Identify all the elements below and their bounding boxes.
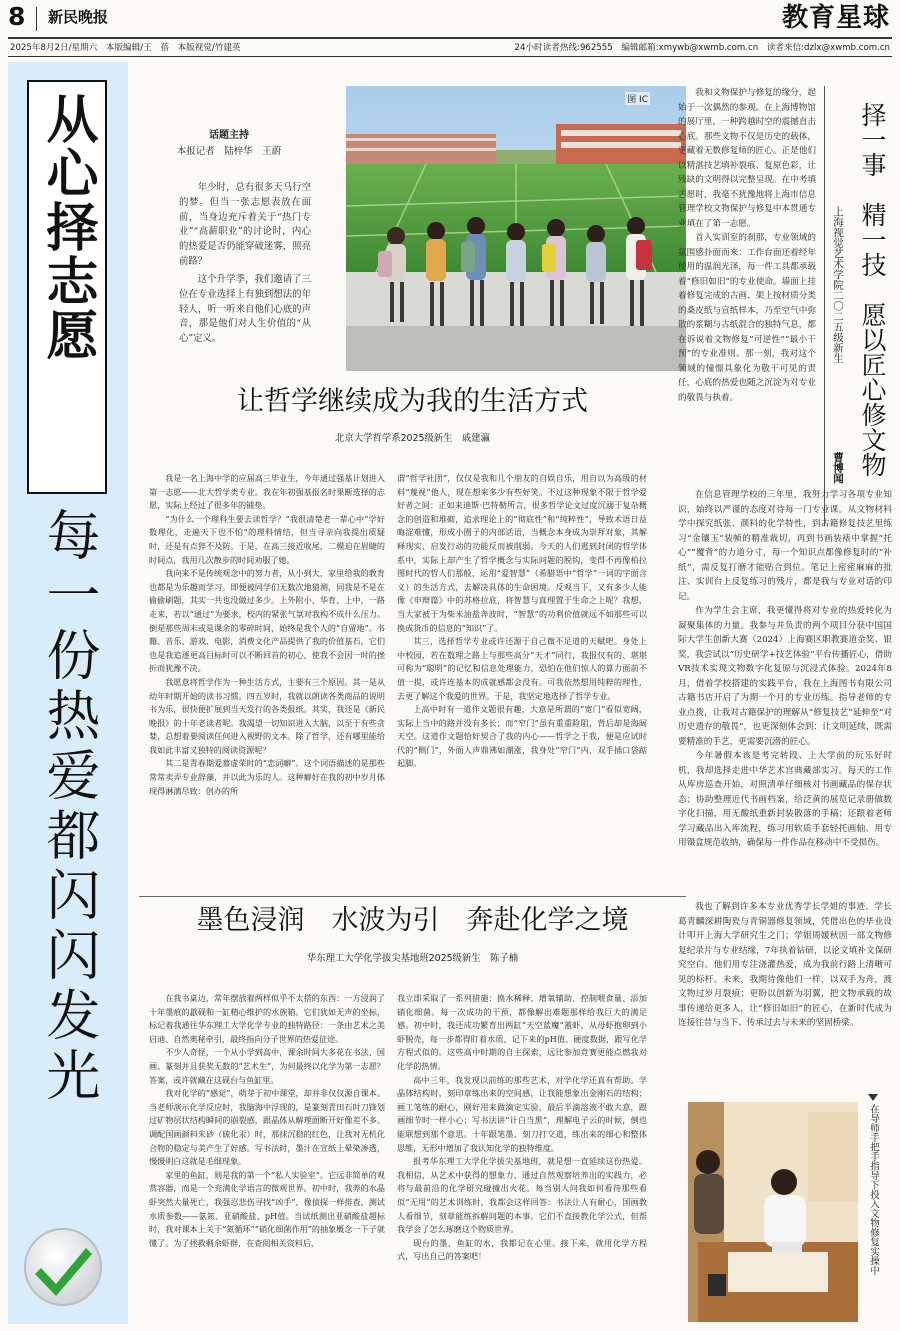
article3-column-bottom bbox=[678, 488, 892, 896]
banner-title: 从心择志愿 bbox=[37, 92, 97, 362]
article3-para: 今年暑假本该是考完转段、上大学前的玩乐好时机，我却选择走进中华艺术宫典藏部实习。每天的工作从库房巡查开始，对照清单仔细核对书画藏品的保存状态；协助整理近代书画档案，给泛黄的展览记录册做数字化扫描，用无酸纸重新封装散落的手稿；还跟着老师学习藏品出入库流程，练习用软质手套轻托画轴、用专用镊盒规范收纳，确保每一件作品在移动中不受损伤。 bbox=[678, 751, 892, 848]
header-rule-top bbox=[8, 37, 892, 39]
article3-para: 首入实训室的刹那，专业领域的氛围感扑面而来：工作台面还着经年使用的温润光泽，每一件工具都承载着“修旧如旧”的专业使命。墙面上挂着修复完成的古画、架上按材质分类的桑皮纸与宣纸样本，乃至空气中弥散的浆糊与古纸混合的独特气息，都在诉说着文物修复“可逆性”“最小干预”的专业准则。那一刻，我对这个领域的憧憬具象化为敬干可见的责任，心底的热爱也随之沉淀为对专业的敬畏与执着。 bbox=[678, 233, 816, 403]
article1-col2-para: 上高中时有一道作文题很有趣，大意是所谓的“宽门”看似宽阔，实际上当中的路并没有多长；而“窄门”虽有重重险阻，背后却是海阔天空。这道作文题恰好契合了我的内心——哲学之于我，便是应试时代的“侧门”，外面人声鼎沸如潮涨，我身处“窄门”内，双手插口袋踮起脚。 bbox=[397, 704, 647, 769]
host-names: 本报记者 陆梓华 王蔚 bbox=[176, 146, 282, 157]
article1-col1-para: 我愿意将哲学作为一种生活方式，主要有三个原因。其一是从幼年时期开始的读书习惯。四五岁时，我就以朗读各类商品的说明书为乐，很快便扩展到当天发行的各类报纸。其实，我还是《新民晚报》的十年老读者呢。我渴望一切知识进入大脑，以至于有些贪婪，总想着要阅读任何进入视野的文本。除了哲学，还有哪里能给我如此丰富又独特的阅读资源呢？ bbox=[149, 676, 385, 755]
students-photo-illustration bbox=[346, 86, 686, 371]
article3-byline-name: 曹博闻 bbox=[832, 452, 844, 484]
article1-col1-para: 其二是青春期爱慕虚荣时的“恋词癖”。这个词语描述的是那些常常卖弄专业辞藻，并以此为乐的人。这种癖好在我的初中岁月体现得淋漓尽致：创办的所 bbox=[149, 758, 385, 796]
article1-byline: 北京大学哲学系2025级新生 戚建瀛 bbox=[334, 433, 491, 444]
article2-column-1 bbox=[149, 992, 385, 1324]
paper-name: 新民晚报 bbox=[48, 8, 109, 26]
caption-arrow-icon bbox=[868, 1094, 878, 1101]
article2-col1-para: 不少人奇怪，一个从小学到高中，课余时间大多花在书法、国画、篆刻并且获奖无数的“艺术生”，为何最终以化学为第一志愿？答案，或许就藏在这砚台与鱼缸里。 bbox=[149, 1047, 385, 1085]
intro-para-2: 这个升学季，我们邀请了三位在专业选择上有独到想法的年轻人，听一听来自他们心底的声音，那是他们对人生价值的“从心”定义。 bbox=[179, 274, 311, 345]
article3-column-end bbox=[678, 900, 892, 1092]
article1-col2-para: 谓“哲学社团”，仅仅是我和几个朋友的自娱自乐，用自以为高级的材料“蔑视”他人，现在想来多少有些好笑。不过这种现象不限于哲学爱好者之间：正如来迪斯·巴特勒所言，很多哲学论文过度沉溺于复杂概念的创造和堆砌，追求理论上的“彻底性”和“纯粹性”，导致术语日益晦涩难懂，形成小圈子的内部话语，当概念本身成为崇拜对象，其解释现实、启发行动的功能反而被削弱。今天的人们逃到封闭的哲学体系中，实际上却产生了哲学概念与实际问题的脱钩，变得不再像柏拉图时代的哲人们那般，运用“爱智慧”（希腊语中“哲学”一词的字面含义）的生活方式，去解决具体的生命困境。反观当下，又有多少人能像《申辩篇》中的苏格拉底，将智慧与真理置于生命之上呢？我想，当大家被于为柴米油盐奔波时，“智慧”的功利价值就远不如那些可以换成货币的信息的“知识”了。 bbox=[397, 473, 647, 633]
masthead bbox=[0, 0, 900, 60]
students-photo bbox=[346, 86, 686, 371]
page-number: 8 bbox=[8, 2, 26, 31]
dateline: 2025年8月2日/星期六 本版编辑/王 蓓 本版视觉/竹建英 bbox=[10, 43, 241, 53]
article2-col2-para: 报考华东理工大学化学拔尖基地班，就是想一直延续这份热爱。我相信，从艺术中获得的想象力、通过自然观察培养出的实践力，必将与最前沿的化学研究碰撞出火花。每当别人问我如何看待那些看似“无用”的艺术训练时，我都会这样回答：书法让人有耐心，国画教人看细节，刻章能练拆解问题的本事。它们不直接教化学公式，但帮我学会了怎么琢磨这个物质世界。 bbox=[397, 1156, 647, 1235]
article2-col1-para: 我对化学的“感觉”，萌芽于初中课堂，却并非仅仅源自课本。当老师演示化学反应时，我脑海中浮现的，是篆刻青田石时刀锋划过矿物层状结构瞬间的崩裂感，跟晶体从解理面断开好像差不多。调配国画颜料朱砂（硫化汞）时，那抹沉稳的红色，让我对无机化合物的稳定与美产生了好感。写书法时，墨汁在宣纸上晕染渗透，慢慢明白这就是毛细现象。 bbox=[149, 1088, 385, 1167]
article2-col2-para: 我立即采取了一系列措施：换水稀释、增氧辅助、控制喂食量、添加硝化细菌。每一次成功的干预，都像解出难题那样给我巨大的满足感。初中时，我还成功繁育出两缸“天空蓝魔”蓋虾，从母虾抱卵到小虾脱壳，每一步都得盯着水质，记下来的pH值、硬度数据，跟写化学方程式似的。这些高中时期的自主探索，远比参加竞赛更能点燃我对化学的热情。 bbox=[397, 993, 647, 1071]
article2-column-2 bbox=[397, 992, 647, 1324]
article3-headline-panel bbox=[822, 86, 892, 531]
intro-box bbox=[139, 86, 346, 371]
article3-column-top bbox=[678, 86, 816, 484]
page-number-divider bbox=[36, 7, 37, 31]
article1-column-2 bbox=[397, 472, 647, 894]
article1-col2-para: 其三，选择哲学专业或许还源于自己微不足道的天赋吧。身处上中校园，若在数理之路上与那些高分“天才”同行，我报仅有的、堪堪可称为“聪明”的记忆和信息处理能力，恐怕在他们惊人的算力面前不值一提，或许连基本的成就感都会没有。可我依然想用纯粹的理性，去更了解这个我爱的世界。于是，我坚定地选择了哲学专业。 bbox=[397, 636, 647, 701]
article1-col1-para: “为什么一个理科生要去读哲学？”我很清楚老一辈心中“学好数理化，走遍天下也不怕”的理科情结，但当寻亲向我提出质疑时，还是有点猝不及防。于是，在高三接近收尾，二模迫在眉睫的时间点，我用几次散步的时间劝服了她。 bbox=[149, 513, 385, 565]
article3-headline: 择一事 精一技 愿以匠心修文物 bbox=[858, 102, 887, 477]
checkmark-icon bbox=[22, 1226, 104, 1308]
article2-col2-para: 砚台的墨、鱼缸的水，我都记在心里。接下来，就用化学方程式，写出自己的答案吧！ bbox=[397, 1237, 647, 1262]
photo-credit: 图 IC bbox=[625, 92, 650, 105]
host-label: 话题主持 bbox=[209, 130, 249, 141]
article1-title: 让哲学继续成为我的生活方式 bbox=[237, 386, 588, 417]
banner-slogan: 每一份热爱都闪闪发光 bbox=[38, 507, 101, 1107]
article2-col2-para: 高中三年，我发现以前练的那些艺术，对学化学还真有帮助。学晶体结构时，刻印章练出来的空间感，让我能想象出金刚石的结构；画工笔练的耐心，刚好用来做滴定实验，最后半滴溶液不敢大意，跟画细节时一样小心；写书法讲“计白当黑”，理解电子云的时候，倒也能联想到那个意思。十年跟笔墨、刻刀打交道，练出来的细心和整体思维，无形中增加了我认知化学的独特维度。 bbox=[397, 1074, 647, 1153]
contact-line: 24小时读者热线:962555 编辑邮箱:xmywb@xwmb.com.cn 读者来信:dzlx@xwmb.com.cn bbox=[514, 43, 890, 53]
intro-para-1: 年少时，总有很多天马行空的梦。但当一张志愿表放在面前，当身边充斥着关于“热门专业”“高薪职业”的讨论时，内心的热爱是否仍能穿破迷雾，照亮前路？ bbox=[179, 182, 311, 267]
restoration-photo bbox=[688, 1102, 858, 1322]
article1-column-1 bbox=[149, 472, 385, 894]
article-divider bbox=[139, 896, 686, 897]
left-banner bbox=[8, 62, 128, 1324]
restoration-photo-illustration bbox=[688, 1102, 858, 1322]
article3-para: 在信息管理学校的三年里，我努力学习各项专业知识，始终以严谨的态度对待每一门专业课。从文物材料学中探究纸张、颜料的化学特性，到古籍修复技艺里练习“金镶玉”装帧的精准裁切，再到书画装裱中掌握“托心”“覆背”的力道分寸，每一个知识点都像修复时的“补纸”，需反复打磨才能贴合到位。笔记上密密麻麻的批注、实训台上反复练习的残片，都是我与专业对话的印记。 bbox=[678, 490, 892, 602]
article3-para: 作为学生会主席，我更懂得将对专业的热爱转化为凝聚集体的力量。我参与并负责的两个项目分获中国国际大学生创新大赛（2024）上海赛区职教赛道金奖、银奖，我尝试以“历史研学+技艺体验”平台传播匠心，借助VR技术实现文物数字化复原与沉浸式体验。2024年8月，借着学校搭建的实践平台，我在上海图书有限公司古籍书店开启了为期一个月的专业历练。指导老师的专业点拨，让我对古籍保护的理解从“修复技艺”延伸至“对历史遗存的敬畏”，也更深刻体会到：让文明延续，既需要精准的手艺，更需要沉潜的匠心。 bbox=[678, 606, 892, 747]
article3-byline-school: 上海视觉艺术学院二〇二五级新生 bbox=[832, 206, 844, 364]
article2-byline: 华东理工大学化学拔尖基地班2025级新生 陈子楠 bbox=[306, 953, 519, 964]
article3-para: 我也了解到许多本专业优秀学长学姐的事迹。学长葛青麟深耕陶瓷与青铜器修复领域，凭借出色的毕业设计叩开上海大学研究生之门；学姐周媛秋因一部文物修复纪录片与专业结缘，7年执着钻研，以论文填补文保研究空白。他们用专注浇灌热爱，成为我前行路上清晰可见的标杆。未来，我期待像他们一样，以双手为舟，渡文物过岁月裂痕；更盼以创新为羽翼，把文物承载的故事传递给更多人，让“修旧如旧”的匠心，在新时代成为连接往昔与当下、传承过去与未来的坚固桥梁。 bbox=[678, 902, 892, 1028]
article2-col1-para: 家里的鱼缸，则是我的第一个“私人实验室”。它远非简单的观赏容器，而是一个充满化学语言的微观世界。初中时，我养的水晶虾突然大量死亡，我强忍悲伤寻找“凶手”，像侦探一样排查，测试水质参数——氨氮、亚硝酸盐、pH值。当试纸测出亚硝酸盐超标时，我对课本上关于“氮循环”“硝化细菌作用”的抽象概念一下子就懂了。为了拯救剩余虾群，在查阅相关资料后， bbox=[149, 1169, 385, 1248]
article2-col1-para: 在我书桌边，常年摆放着两样似乎不太搭的东西：一方浸润了十年墨痕的歙砚和一缸精心维护的水族箱。它们犹如无声的坐标，标记着我通往华东理工大学化学专业的独特路径：一条由艺术之美启迪、自然奥秘牵引，最终指向分子世界的热爱征途。 bbox=[149, 993, 385, 1044]
restoration-photo-caption: 在导师手把手指导下投入文物修复实操中 bbox=[868, 1104, 879, 1275]
article3-para: 我和文物保护与修复的缘分，起始于一次偶然的参观。在上海博物馆的展厅里，一种跨越时空的震撼直击心底。那些文物不仅是历史的载体，更藏着无数修复师的匠心。正是他们以精湛技艺填补裂痕、复原色彩，让残缺的文明得以完整呈现。在中考填志愿时，我毫不犹豫地将上海市信息管理学校文物保护与修复中本贯通专业填在了第一志愿。 bbox=[678, 88, 816, 229]
section-title: 教育星球 bbox=[781, 3, 890, 33]
article1-col1-para: 我向来不是传统观念中的努力者，从小到大，家里给我的教育也都是为乐趣而学习。即便被同学们无数次地猜测，同我是不是在偷偷刷题，其实一共也没做过多少。上外附小、华育、上中，一路走来，若以“通过”为要求，校内的紧张气氛对我构不成什么压力。倒是那些周末或是课余的零碎时间，始终是我个人的“自留地”。书籍、音乐、游戏、电影，消费文化产品提供了我的价值基石，它们也是我追逐更高目标时可以不断回首的初心，使我不会因一时的挫折而犹豫不决。 bbox=[149, 568, 385, 674]
header-rule-bottom bbox=[8, 56, 892, 57]
article2-title: 墨色浸润 水波为引 奔赴化学之境 bbox=[196, 905, 629, 936]
headline-rule bbox=[824, 86, 825, 526]
article1-col1-para: 我是一名上海中学的应届高三毕业生，今年通过强基计划进入第一志愿——北大哲学类专业。我在年初强基报名时果断选择的志愿，实际上经过了很多年的铺垫。 bbox=[149, 473, 385, 511]
